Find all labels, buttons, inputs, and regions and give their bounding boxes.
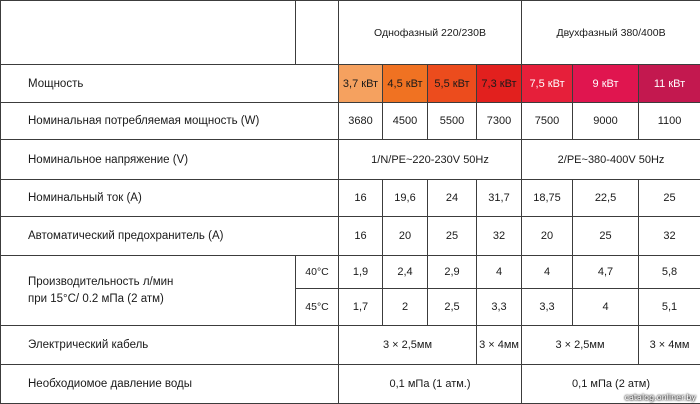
header-two-phase: Двухфазный 380/400В xyxy=(522,1,700,65)
rated-power-cell: 5500 xyxy=(428,103,477,140)
performance-45-cell: 2,5 xyxy=(428,289,477,326)
power-cell: 11 кВт xyxy=(639,65,700,103)
performance-40-cell: 1,9 xyxy=(339,256,383,289)
breaker-cell: 20 xyxy=(383,217,428,256)
rated-voltage-two-phase: 2/PE~380-400V 50Hz xyxy=(522,140,700,180)
performance-40-cell: 4 xyxy=(477,256,522,289)
cable-row xyxy=(1,326,700,365)
header-empty-cell xyxy=(1,1,296,65)
breaker-cell: 16 xyxy=(339,217,383,256)
rated-current-cell: 24 xyxy=(428,180,477,217)
rated-power-cell: 4500 xyxy=(383,103,428,140)
performance-40-cell: 4,7 xyxy=(573,256,639,289)
header-single-phase: Однофазный 220/230В xyxy=(339,1,522,65)
pressure-two-phase: 0,1 мПа (2 атм) xyxy=(522,365,700,404)
power-label: Мощность xyxy=(1,65,339,103)
performance-45-cell: 1,7 xyxy=(339,289,383,326)
power-cell: 7,3 кВт xyxy=(477,65,522,103)
performance-40-cell: 4 xyxy=(522,256,573,289)
power-cell: 4,5 кВт xyxy=(383,65,428,103)
power-row xyxy=(1,65,700,103)
rated-power-cell: 1100 xyxy=(639,103,700,140)
performance-40-cell: 2,4 xyxy=(383,256,428,289)
performance-label xyxy=(1,256,296,326)
rated-current-cell: 31,7 xyxy=(477,180,522,217)
rated-voltage-label: Номинальное напряжение (V) xyxy=(1,140,339,180)
performance-45-cell: 4 xyxy=(573,289,639,326)
pressure-single-phase: 0,1 мПа (1 атм.) xyxy=(339,365,522,404)
temp-40-label: 40°C xyxy=(296,256,339,289)
cable-cell: 3 × 2,5мм xyxy=(522,326,639,365)
rated-power-cell: 3680 xyxy=(339,103,383,140)
rated-voltage-row xyxy=(1,140,700,180)
pressure-row xyxy=(1,365,700,404)
performance-40-cell: 5,8 xyxy=(639,256,700,289)
rated-power-cell: 9000 xyxy=(573,103,639,140)
pressure-label: Необходиомое давление воды xyxy=(1,365,339,404)
header-row xyxy=(1,1,700,65)
rated-current-label: Номинальный ток (A) xyxy=(1,180,339,217)
performance-45-cell: 5,1 xyxy=(639,289,700,326)
rated-power-row xyxy=(1,103,700,140)
rated-voltage-single-phase: 1/N/PE~220-230V 50Hz xyxy=(339,140,522,180)
breaker-label: Автоматический предохранитель (A) xyxy=(1,217,339,256)
power-cell: 5,5 кВт xyxy=(428,65,477,103)
cable-cell: 3 × 4мм xyxy=(639,326,700,365)
breaker-row xyxy=(1,217,700,256)
rated-power-label: Номинальная потребляемая мощность (W) xyxy=(1,103,339,140)
breaker-cell: 32 xyxy=(477,217,522,256)
performance-40-cell: 2,9 xyxy=(428,256,477,289)
performance-40-row xyxy=(1,256,700,289)
breaker-cell: 32 xyxy=(639,217,700,256)
rated-current-cell: 19,6 xyxy=(383,180,428,217)
breaker-cell: 25 xyxy=(428,217,477,256)
rated-current-cell: 16 xyxy=(339,180,383,217)
power-cell: 3,7 кВт xyxy=(339,65,383,103)
temp-45-label: 45°C xyxy=(296,289,339,326)
rated-power-cell: 7300 xyxy=(477,103,522,140)
rated-current-cell: 25 xyxy=(639,180,700,217)
performance-45-cell: 2 xyxy=(383,289,428,326)
cable-label: Электрический кабель xyxy=(1,326,339,365)
watermark: catalog.onliner.by xyxy=(625,393,696,402)
performance-label-line2: при 15°C/ 0.2 мПа (2 атм) xyxy=(28,293,164,305)
cable-cell: 3 × 4мм xyxy=(477,326,522,365)
performance-label-line1: Производительность л/мин xyxy=(28,276,173,288)
rated-current-cell: 22,5 xyxy=(573,180,639,217)
header-empty-cell xyxy=(296,1,339,65)
rated-power-cell: 7500 xyxy=(522,103,573,140)
breaker-cell: 20 xyxy=(522,217,573,256)
rated-current-row xyxy=(1,180,700,217)
breaker-cell: 25 xyxy=(573,217,639,256)
rated-current-cell: 18,75 xyxy=(522,180,573,217)
cable-cell: 3 × 2,5мм xyxy=(339,326,477,365)
power-cell: 7,5 кВт xyxy=(522,65,573,103)
power-cell: 9 кВт xyxy=(573,65,639,103)
performance-45-cell: 3,3 xyxy=(522,289,573,326)
performance-45-cell: 3,3 xyxy=(477,289,522,326)
